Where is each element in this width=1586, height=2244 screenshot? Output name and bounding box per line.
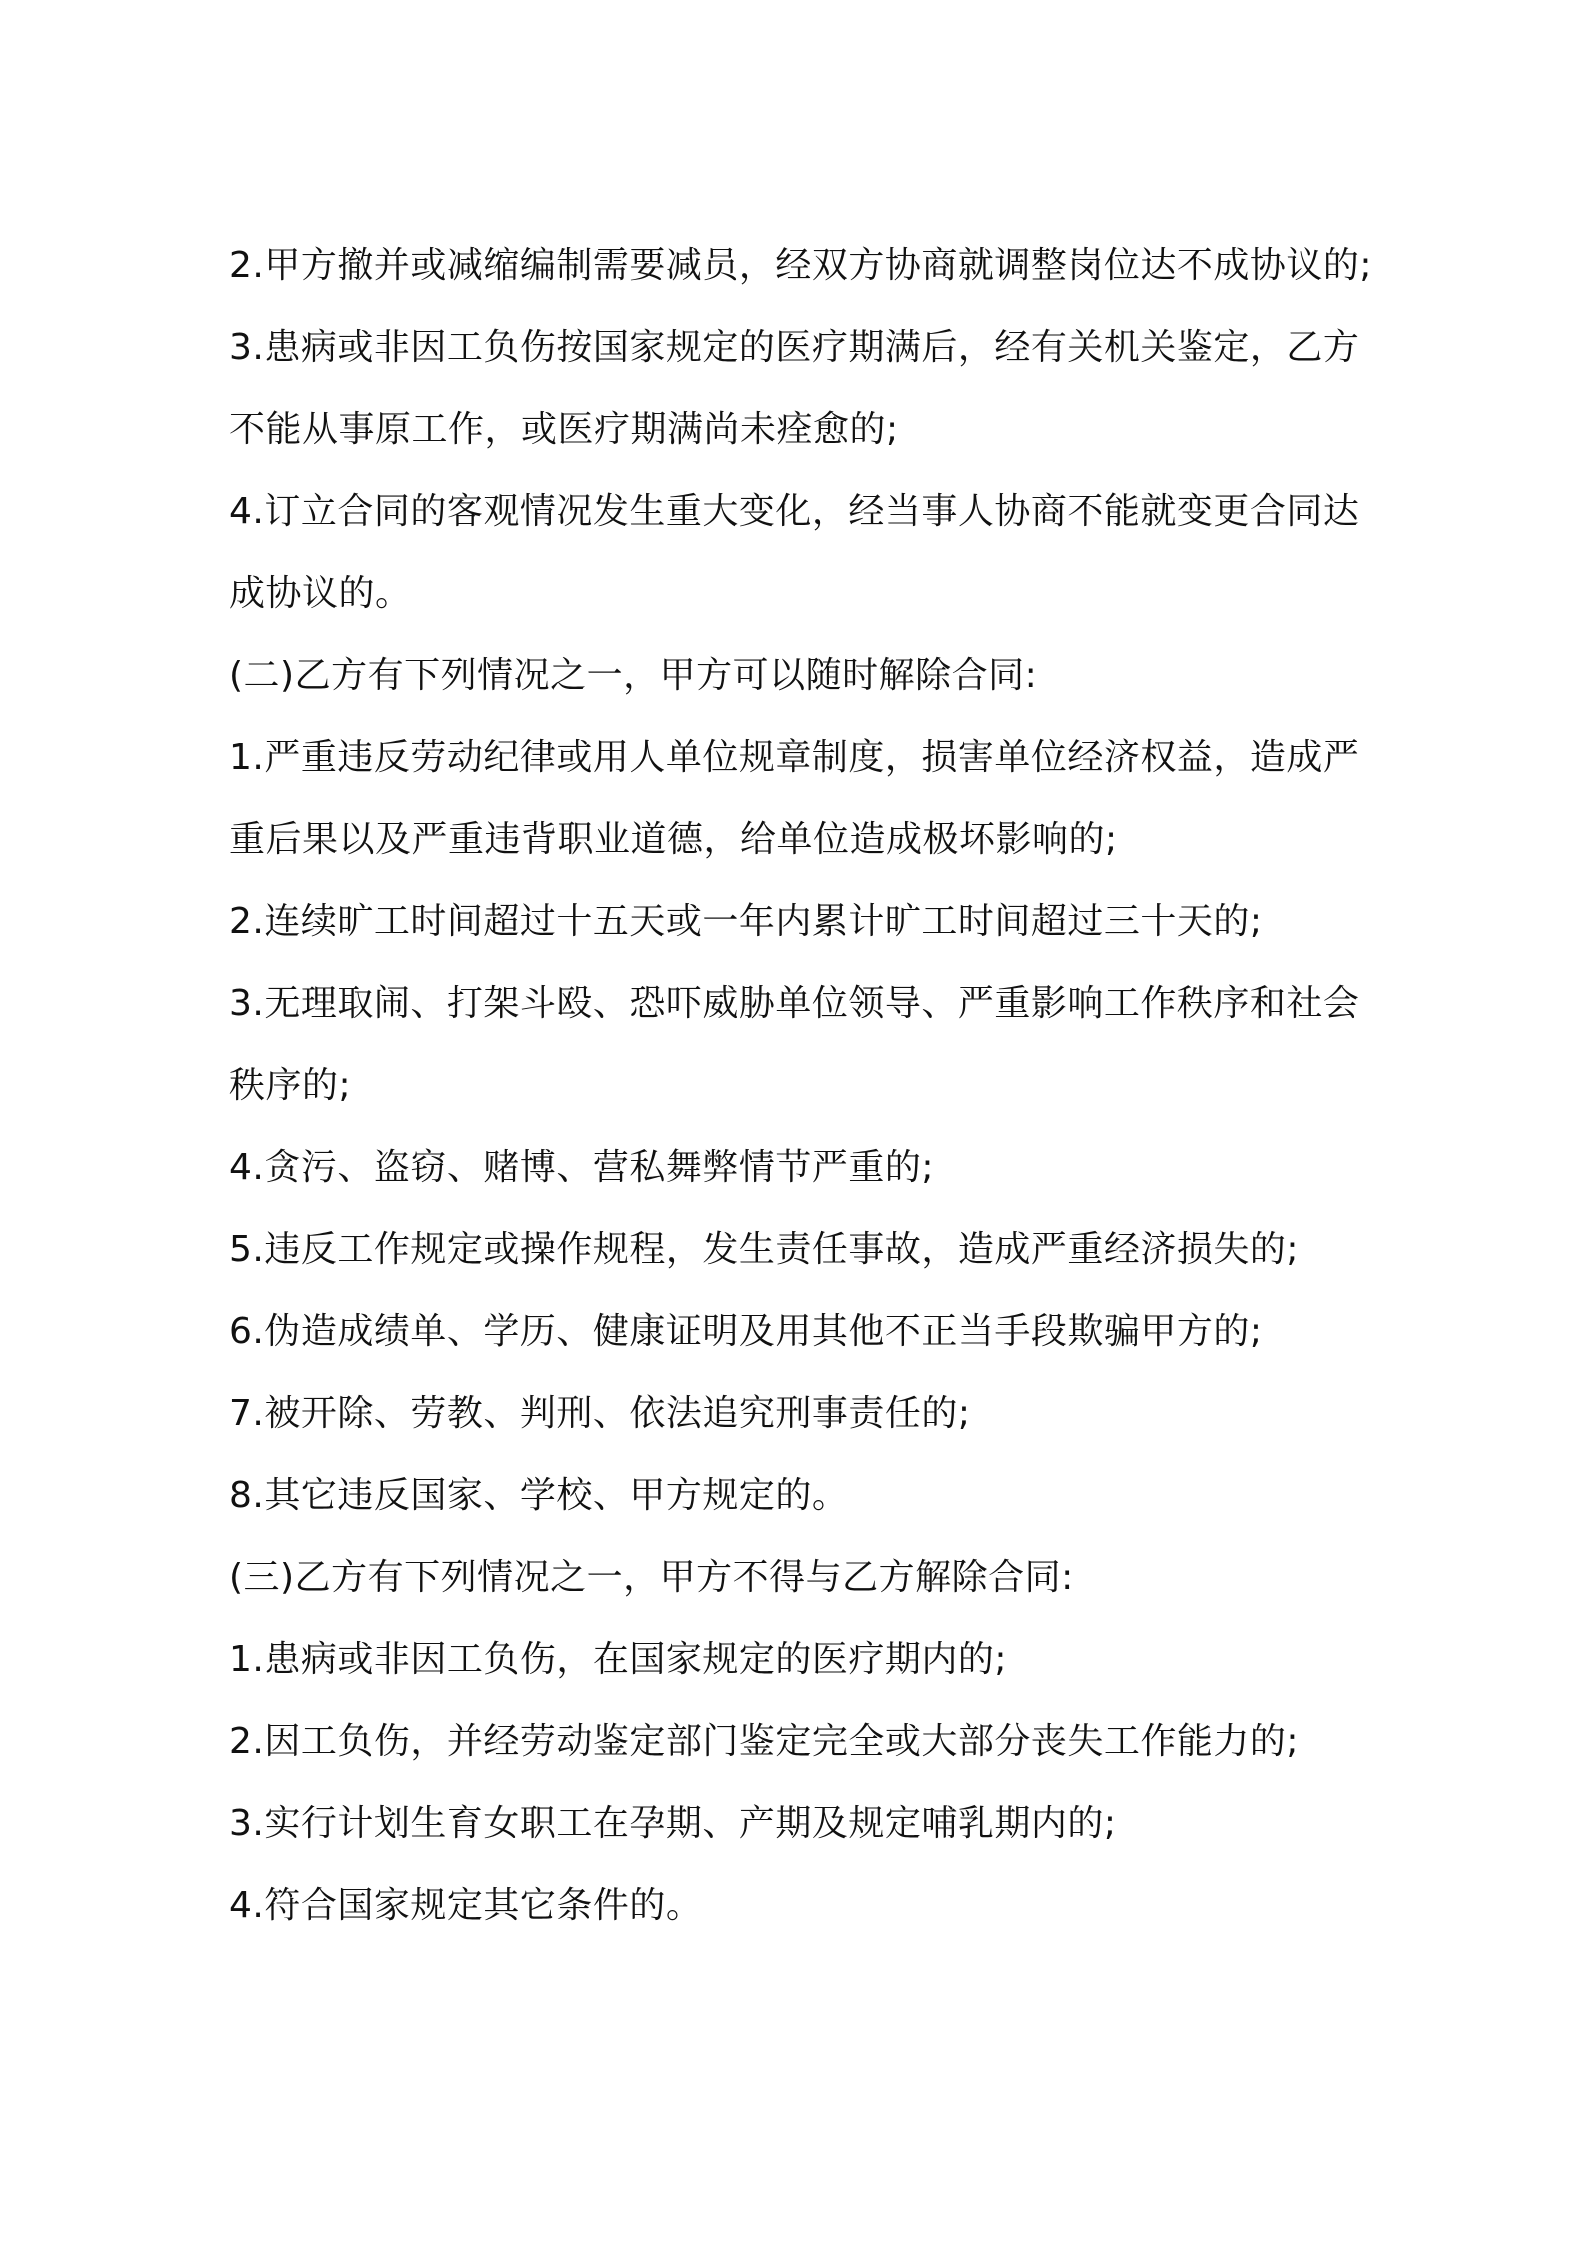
text-line: (二)乙方有下列情况之一，甲方可以随时解除合同: [229,655,1038,696]
text-line: 8.其它违反国家、学校、甲方规定的。 [229,1475,849,1516]
text-line: 2.甲方撤并或减缩编制需要减员，经双方协商就调整岗位达不成协议的; [229,245,1372,286]
text-line: 3.无理取闹、打架斗殴、恐吓威胁单位领导、严重影响工作秩序和社会 [229,983,1360,1024]
text-line: (三)乙方有下列情况之一，甲方不得与乙方解除合同: [229,1557,1074,1598]
text-line: 7.被开除、劳教、判刑、依法追究刑事责任的; [229,1393,971,1434]
text-line: 成协议的。 [229,573,412,614]
text-line: 6.伪造成绩单、学历、健康证明及用其他不正当手段欺骗甲方的; [229,1311,1263,1352]
text-line: 4.符合国家规定其它条件的。 [229,1885,703,1926]
text-line: 3.患病或非因工负伤按国家规定的医疗期满后，经有关机关鉴定，乙方 [229,327,1360,368]
text-line: 4.订立合同的客观情况发生重大变化，经当事人协商不能就变更合同达 [229,491,1360,532]
text-line: 不能从事原工作，或医疗期满尚未痊愈的; [229,409,899,450]
text-line: 2.连续旷工时间超过十五天或一年内累计旷工时间超过三十天的; [229,901,1263,942]
text-line: 2.因工负伤，并经劳动鉴定部门鉴定完全或大部分丧失工作能力的; [229,1721,1299,1762]
text-line: 秩序的; [229,1065,352,1106]
text-line: 4.贪污、盗窃、赌博、营私舞弊情节严重的; [229,1147,934,1188]
text-line: 3.实行计划生育女职工在孕期、产期及规定哺乳期内的; [229,1803,1117,1844]
text-line: 1.患病或非因工负伤，在国家规定的医疗期内的; [229,1639,1007,1680]
text-line: 1.严重违反劳动纪律或用人单位规章制度，损害单位经济权益，造成严 [229,737,1360,778]
text-line: 5.违反工作规定或操作规程，发生责任事故，造成严重经济损失的; [229,1229,1299,1270]
text-line: 重后果以及严重违背职业道德，给单位造成极坏影响的; [229,819,1118,860]
